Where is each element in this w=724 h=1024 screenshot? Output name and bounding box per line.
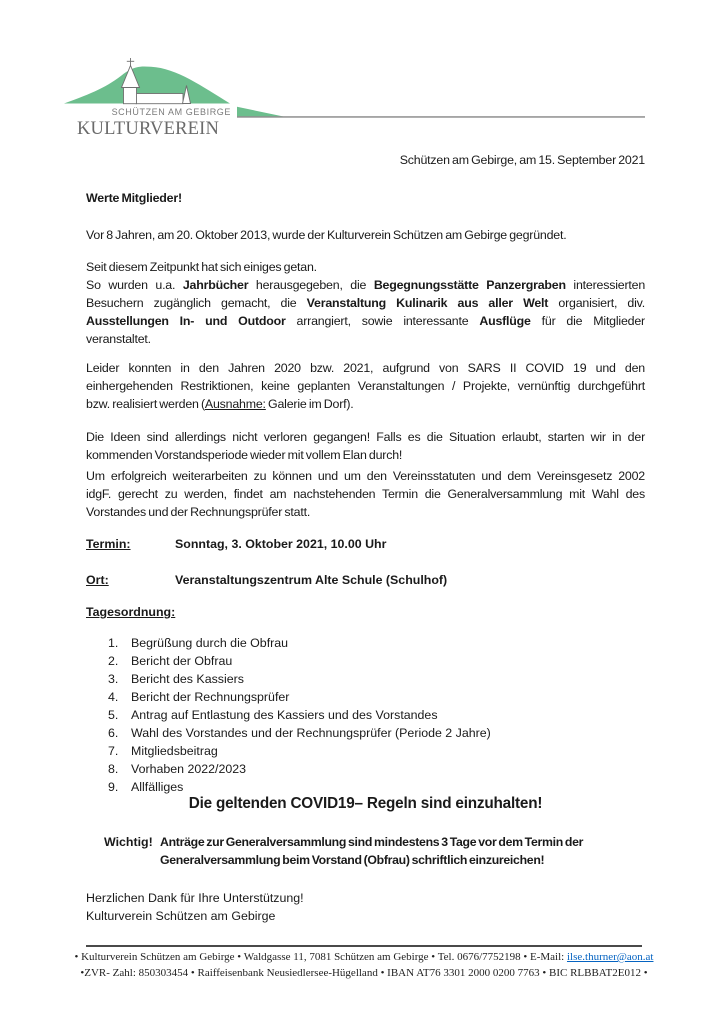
text-line: Herzlichen Dank für Ihre Unterstützung! xyxy=(86,891,304,905)
paragraph-ideas xyxy=(86,428,645,464)
agenda-item: 2. Bericht der Obfrau xyxy=(108,654,233,668)
closing-thanks xyxy=(86,889,645,925)
footer-line-1 xyxy=(64,949,664,965)
salutation: Werte Mitglieder! xyxy=(86,191,182,205)
text-line: Kulturverein Schützen am Gebirge xyxy=(86,909,276,923)
important-text xyxy=(160,833,626,869)
termin-label: Termin: xyxy=(86,537,131,551)
text-line: einhergehenden Restriktionen, keine geplanten Veranstaltungen / Projekte, vernünftig durchgeführt xyxy=(86,379,645,393)
agenda-item: 7. Mitgliedsbeitrag xyxy=(108,744,218,758)
footer-divider xyxy=(86,945,642,947)
text-line: So wurden u.a. Jahrbücher herausgegeben, die Begegnungsstätte Panzergraben interessierten xyxy=(86,278,646,292)
footer xyxy=(64,949,664,981)
text-line: veranstaltet. xyxy=(86,332,151,346)
text-line: Die Ideen sind allerdings nicht verloren gegangen! Falls es die Situation erlaubt, starten wir in der xyxy=(86,430,645,444)
text-line: kommenden Vorstandsperiode wieder mit vollem Elan durch! xyxy=(86,448,403,462)
agenda-item: 5. Antrag auf Entlastung des Kassiers und des Vorstandes xyxy=(108,708,438,722)
agenda-label: Tagesordnung: xyxy=(86,605,176,619)
text-line: Anträge zur Generalversammlung sind mindestens 3 Tage vor dem Termin der xyxy=(160,835,584,849)
agenda-item: 3. Bericht des Kassiers xyxy=(108,672,244,686)
text-line: Ausstellungen In- und Outdoor arrangiert, sowie interessante Ausflüge für die Mitglieder xyxy=(86,314,645,328)
termin-value: Sonntag, 3. Oktober 2021, 10.00 Uhr xyxy=(175,537,387,551)
logo-subtitle: SCHÜTZEN AM GEBIRGE xyxy=(111,107,231,117)
text-line: Generalversammlung beim Vorstand (Obfrau) schriftlich einzureichen! xyxy=(160,853,545,867)
paragraph-covid-restrictions xyxy=(86,359,645,413)
agenda-item: 6. Wahl des Vorstandes und der Rechnungsprüfer (Periode 2 Jahre) xyxy=(108,726,491,740)
important-label: Wichtig! xyxy=(104,835,153,849)
logo-title: KULTURVEREIN xyxy=(77,119,220,139)
footer-contact-text: • Kulturverein Schützen am Gebirge • Waldgasse 11, 7081 Schützen am Gebirge • Tel. 0676/7752198 • E-Mail: xyxy=(74,951,567,963)
footer-line-2: •ZVR- Zahl: 850303454 • Raiffeisenbank Neusiedlersee-Hügelland • IBAN AT76 3301 2000 0200 7763 • BIC RLBBAT2E012 • xyxy=(80,967,648,979)
agenda-list xyxy=(108,634,628,796)
ort-value: Veranstaltungszentrum Alte Schule (Schulhof) xyxy=(175,573,448,587)
text-line: Um erfolgreich weiterarbeiten zu können und um den Vereinsstatuten und dem Vereinsgesetz 2002 xyxy=(86,469,645,483)
covid-rules-heading: Die geltenden COVID19– Regeln sind einzuhalten! xyxy=(188,795,543,812)
text-line: Vorstandes und der Rechnungsprüfer statt. xyxy=(86,505,311,519)
paragraph-founding xyxy=(86,226,645,244)
paragraph-assembly-intro xyxy=(86,467,645,521)
agenda-item: 8. Vorhaben 2022/2023 xyxy=(108,762,247,776)
text-line: idgF. gerecht zu werden, findet am nachstehenden Termin die Generalversammlung mit Wahl des xyxy=(86,487,645,501)
agenda-item: 4. Bericht der Rechnungsprüfer xyxy=(108,690,290,704)
agenda-item: 1. Begrüßung durch die Obfrau xyxy=(108,636,289,650)
date-line: Schützen am Gebirge, am 15. September 2021 xyxy=(399,153,645,167)
text-line: Besuchern zugänglich gemacht, die Veranstaltung Kulinarik aus aller Welt organisiert, div. xyxy=(86,296,645,310)
ort-label: Ort: xyxy=(86,573,109,587)
agenda-item: 9. Allfälliges xyxy=(108,780,184,794)
text-line: Seit diesem Zeitpunkt hat sich einiges getan. xyxy=(86,260,317,274)
text-line: Leider konnten in den Jahren 2020 bzw. 2021, aufgrund von SARS II COVID 19 und den xyxy=(86,361,645,375)
text-line: bzw. realisiert werden (Ausnahme: Galerie im Dorf). xyxy=(86,397,354,411)
text-line: Vor 8 Jahren, am 20. Oktober 2013, wurde der Kulturverein Schützen am Gebirge gegründet. xyxy=(86,228,567,242)
paragraph-activities xyxy=(86,258,645,348)
email-link[interactable]: ilse.thurner@aon.at xyxy=(566,951,654,963)
